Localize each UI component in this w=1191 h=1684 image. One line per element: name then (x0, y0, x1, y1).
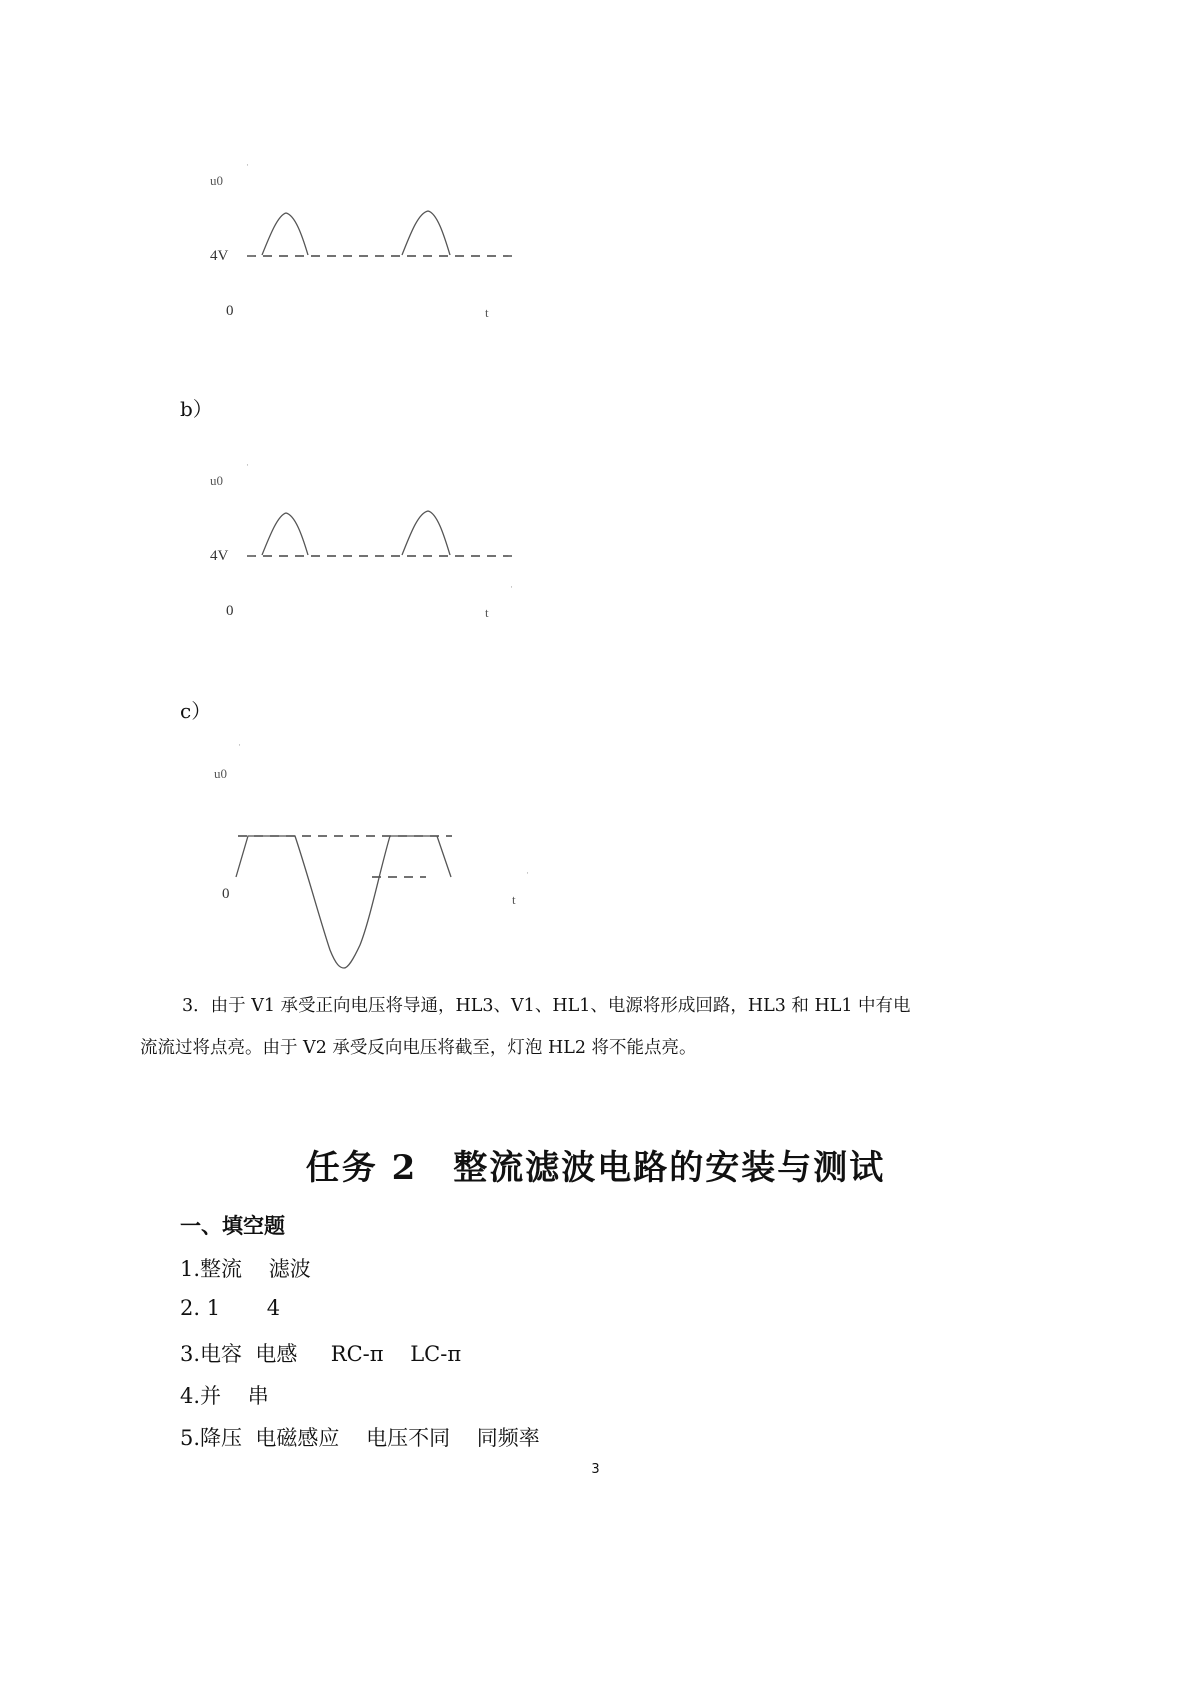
y-axis-tick: · (246, 460, 249, 470)
paragraph-line-2: 流流过将点亮。由于 V2 承受反向电压将截至，灯泡 HL2 将不能点亮。 (140, 1038, 697, 1058)
answer-paragraph-3 (140, 985, 1060, 1069)
answer-4: 4.并 串 (180, 1384, 269, 1408)
waveform-figure-a (200, 160, 540, 340)
answer-5: 5.降压 电磁感应 电压不同 同频率 (180, 1426, 540, 1450)
axis-end-tick: · (526, 868, 529, 878)
pulse-1 (262, 213, 308, 255)
level-label: 4V (210, 548, 229, 564)
y-axis-label: u0 (214, 766, 227, 781)
waveform-figure-b (200, 460, 540, 640)
waveform-figure-c (200, 740, 540, 980)
origin-label: 0 (226, 603, 234, 619)
origin-label: 0 (226, 303, 234, 319)
pulse-2 (402, 211, 450, 255)
time-label: t (485, 305, 489, 320)
answer-3: 3.电容 电感 RC-π LC-π (180, 1342, 462, 1366)
level-label: 4V (210, 248, 229, 264)
pulse-1 (262, 513, 308, 555)
y-axis-tick: · (246, 160, 249, 170)
pulse-2 (402, 511, 450, 555)
page-number: 3 (591, 1462, 600, 1477)
task-title: 任务 2 整流滤波电路的安装与测试 (305, 1148, 886, 1188)
answer-2: 2. 1 4 (180, 1296, 281, 1320)
paragraph-line-1: 3．由于 V1 承受正向电压将导通，HL3、V1、HL1、电源将形成回路，HL3 和 HL1 中有电 (182, 996, 911, 1016)
section-title: 一、填空题 (180, 1213, 285, 1238)
y-axis-label: u0 (210, 473, 223, 488)
answer-1: 1.整流 滤波 (180, 1257, 311, 1281)
y-axis-label: u0 (210, 173, 223, 188)
caption-c: c） (180, 699, 212, 723)
caption-b: b） (180, 397, 213, 421)
y-axis-tick: · (238, 740, 241, 750)
time-label: t (485, 605, 489, 620)
axis-end-tick: · (510, 582, 513, 592)
origin-label: 0 (222, 886, 230, 902)
clipped-waveform (236, 836, 451, 968)
time-label: t (512, 892, 516, 907)
